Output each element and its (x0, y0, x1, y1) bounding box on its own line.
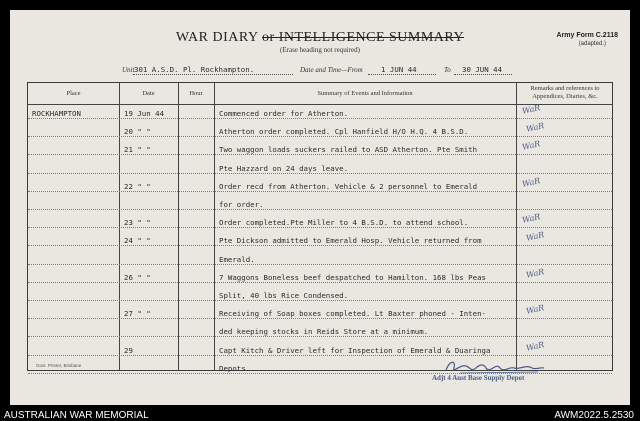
diary-page (10, 10, 630, 405)
entry-text: Two waggon loads suckers railed to ASD Atherton. Pte Smith (219, 145, 478, 155)
title-war-diary: WAR DIARY (175, 30, 259, 45)
entry-text: for order. (219, 200, 264, 209)
entry-date: 20 " " (124, 127, 151, 137)
row-rule (28, 336, 612, 337)
entry-date: 24 " " (124, 236, 151, 246)
remarks-initials: WaR (525, 339, 546, 353)
row-rule (28, 191, 612, 192)
remarks-initials: WaR (521, 212, 542, 225)
remarks-initials: WaR (521, 175, 542, 189)
row-rule (28, 118, 612, 119)
date-to: 30 JUN 44 (462, 65, 503, 74)
remarks-initials: WaR (525, 303, 546, 316)
title-struck: or INTELLIGENCE SUMMARY (262, 30, 465, 45)
date-to-underline (454, 74, 512, 75)
entry-text: Order completed.Pte Miller to 4 B.S.D. to attend school. (219, 218, 469, 228)
row-rule (28, 245, 612, 246)
entry-text: Capt Kitch & Driver left for Inspection of Emerald & Duaringa (219, 345, 491, 355)
entry-text: ded keeping stocks in Reids Store at a minimum. (219, 327, 429, 337)
row-rule (28, 264, 612, 265)
army-form-number: Army Form C.2118 (556, 32, 618, 39)
entry-place: ROCKHAMPTON (32, 109, 81, 118)
remarks-initials: WaR (525, 121, 546, 134)
date-label: Date and Time—From (300, 66, 363, 74)
date-from-underline (368, 74, 436, 75)
row-rule (28, 136, 612, 137)
row-rule (28, 173, 612, 174)
entry-text: Commenced order for Atherton. (219, 109, 349, 118)
header-date: Date (142, 90, 155, 97)
entry-date: 22 " " (124, 181, 151, 191)
signature-caption: Adjt 4 Aust Base Supply Depot (432, 374, 525, 382)
page-title (10, 30, 630, 46)
unit-label: Unit (122, 66, 135, 74)
header-divider (28, 104, 612, 105)
entry-text: Split, 40 lbs Rice Condensed. (219, 291, 349, 300)
army-form-adapted: (adapted.) (578, 41, 606, 47)
entry-date: 27 " " (124, 309, 151, 319)
unit-value: 301 A.S.D. Pl. Rockhampton. (134, 65, 255, 74)
row-rule (28, 282, 612, 283)
entry-text: Atherton order completed. Cpl Hanfield H/O H.Q. 4 B.S.D. (219, 127, 469, 137)
remarks-initials: WaR (521, 103, 542, 116)
header-summary: Summary of Events and Information (317, 90, 413, 97)
row-rule (28, 209, 612, 210)
entry-date: 29 (124, 345, 133, 355)
page-subtitle: (Erase heading not required) (280, 46, 360, 54)
remarks-initials: WaR (525, 230, 546, 244)
row-rule (28, 355, 612, 356)
remarks-initials: WaR (521, 139, 542, 153)
entry-text: 7 Waggons Boneless beef despatched to Hamilton. 168 lbs Peas (219, 272, 486, 282)
archive-id: AWM2022.5.2530 (554, 410, 634, 421)
header-place: Place (66, 90, 81, 97)
header-hour: Hour (189, 90, 203, 97)
archive-credit: AUSTRALIAN WAR MEMORIAL (4, 410, 149, 421)
entry-text: Order recd from Atherton. Vehicle & 2 personnel to Emerald (219, 181, 478, 191)
unit-underline (133, 74, 293, 75)
row-rule (28, 300, 612, 301)
row-rule (28, 154, 612, 155)
entry-date: 19 Jun 44 (124, 109, 165, 118)
entry-text: Pte Dickson admitted to Emerald Hosp. Vehicle returned from (219, 236, 482, 246)
printer-imprint: Govt. Printer, Brisbane (36, 363, 82, 368)
to-label: To (444, 66, 451, 74)
header-remarks: Remarks and references to Appendices, Diaries, &c. (530, 85, 600, 100)
date-from: 1 JUN 44 (381, 65, 417, 74)
row-rule (28, 318, 612, 319)
entry-date: 26 " " (124, 272, 151, 282)
entry-text: Emerald. (219, 254, 255, 264)
remarks-initials: WaR (525, 266, 546, 280)
entry-text: Depots. (219, 363, 251, 373)
entry-text: Pte Hazzard on 24 days leave. (219, 163, 349, 173)
row-rule (28, 227, 612, 228)
entry-date: 21 " " (124, 145, 151, 155)
entry-date: 23 " " (124, 218, 151, 228)
diary-table (27, 82, 613, 371)
entry-text: Receiving of Soap boxes completed. Lt Baxter phoned - Inten- (219, 309, 486, 319)
